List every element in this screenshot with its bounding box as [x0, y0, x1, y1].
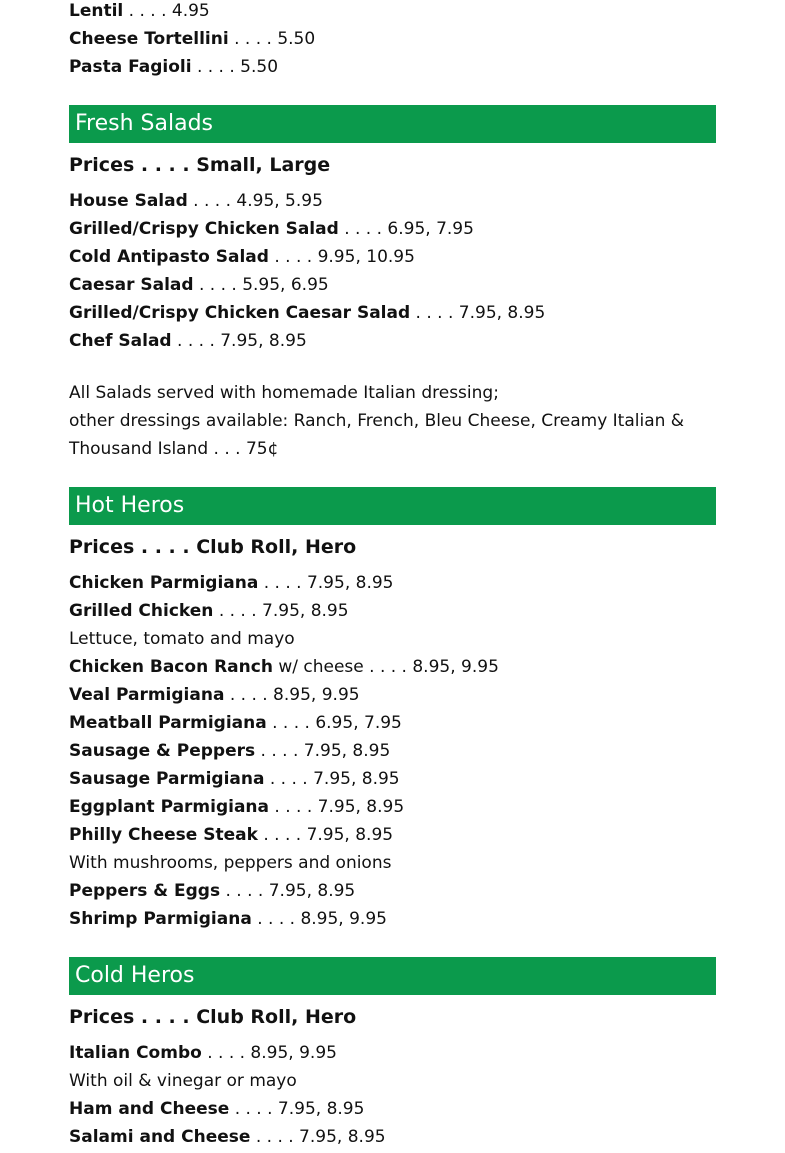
item-name: Sausage Parmigiana	[69, 769, 265, 789]
item-price: . . . . 4.95, 5.95	[193, 191, 323, 211]
note-line: other dressings available: Ranch, French, Bleu Cheese, Creamy Italian &	[69, 411, 685, 431]
item-name: Grilled Chicken	[69, 601, 214, 621]
item-price: . . . . 7.95, 8.95	[177, 331, 307, 351]
item-name: Shrimp Parmigiana	[69, 909, 252, 929]
menu-item	[69, 243, 716, 271]
item-name: Chef Salad	[69, 331, 172, 351]
section-header-cold-heros: Cold Heros	[69, 957, 716, 995]
menu-item	[69, 569, 716, 597]
item-name: Eggplant Parmigiana	[69, 797, 270, 817]
item-price: . . . . 7.95, 8.95	[225, 881, 356, 901]
item-price: . . . . 7.95, 8.95	[234, 1099, 365, 1119]
item-price: . . . . 7.95, 8.95	[274, 797, 405, 817]
menu-item	[69, 681, 716, 709]
item-name: Chicken Bacon Ranch	[69, 657, 273, 677]
item-description: With mushrooms, peppers and onions	[69, 853, 392, 873]
menu-item	[69, 215, 716, 243]
item-price: . . . . 7.95, 8.95	[218, 601, 349, 621]
item-description: Lettuce, tomato and mayo	[69, 629, 295, 649]
item-price: . . . . 9.95, 10.95	[274, 247, 415, 267]
item-name: Cold Antipasto Salad	[69, 247, 269, 267]
menu-item	[69, 25, 716, 53]
menu-item	[69, 187, 716, 215]
menu-item	[69, 821, 716, 849]
item-price: . . . . 7.95, 8.95	[255, 1127, 386, 1147]
item-name: Meatball Parmigiana	[69, 713, 267, 733]
item-price: . . . . 5.50	[196, 57, 279, 77]
menu-item	[69, 271, 716, 299]
item-price: . . . . 5.95, 6.95	[198, 275, 329, 295]
item-price: . . . . 7.95, 8.95	[260, 741, 391, 761]
item-name: Grilled/Crispy Chicken Caesar Salad	[69, 303, 411, 323]
menu-item	[69, 1095, 716, 1123]
menu-item	[69, 327, 716, 355]
item-name: Veal Parmigiana	[69, 685, 225, 705]
item-name: Ham and Cheese	[69, 1099, 230, 1119]
menu-item	[69, 1123, 716, 1151]
item-name: Grilled/Crispy Chicken Salad	[69, 219, 339, 239]
prices-legend: Prices . . . . Club Roll, Hero	[69, 1006, 357, 1028]
menu-content	[69, 0, 716, 1151]
item-name: Caesar Salad	[69, 275, 194, 295]
item-price: . . . . 8.95, 9.95	[229, 685, 360, 705]
menu-item	[69, 1039, 716, 1067]
item-price: . . . . 7.95, 8.95	[269, 769, 400, 789]
menu-item	[69, 653, 716, 681]
menu-item	[69, 53, 716, 81]
item-name: Cheese Tortellini	[69, 29, 229, 49]
menu-item	[69, 793, 716, 821]
item-name: House Salad	[69, 191, 188, 211]
menu-item	[69, 299, 716, 327]
menu-item	[69, 877, 716, 905]
item-name: Philly Cheese Steak	[69, 825, 258, 845]
item-name: Peppers & Eggs	[69, 881, 221, 901]
menu-item	[69, 737, 716, 765]
item-name: Italian Combo	[69, 1043, 202, 1063]
item-name: Salami and Cheese	[69, 1127, 251, 1147]
prices-legend: Prices . . . . Club Roll, Hero	[69, 536, 357, 558]
salad-dressing-note	[69, 379, 716, 463]
section-header-hot-heros: Hot Heros	[69, 487, 716, 525]
item-price: . . . . 6.95, 7.95	[344, 219, 474, 239]
item-description: With oil & vinegar or mayo	[69, 1071, 297, 1091]
note-line: All Salads served with homemade Italian dressing;	[69, 383, 499, 403]
item-price: . . . . 8.95, 9.95	[207, 1043, 337, 1063]
menu-item	[69, 765, 716, 793]
menu-item	[69, 597, 716, 625]
item-price: . . . . 6.95, 7.95	[272, 713, 402, 733]
item-price: . . . . 5.50	[234, 29, 316, 49]
item-price: . . . . 7.95, 8.95	[415, 303, 546, 323]
item-price: . . . . 7.95, 8.95	[263, 573, 394, 593]
item-name: Lentil	[69, 1, 124, 21]
item-name: Chicken Parmigiana	[69, 573, 259, 593]
item-price: . . . . 7.95, 8.95	[263, 825, 394, 845]
item-price: . . . . 8.95, 9.95	[257, 909, 387, 929]
menu-item	[69, 709, 716, 737]
menu-item	[69, 905, 716, 933]
item-name: Sausage & Peppers	[69, 741, 256, 761]
item-price: w/ cheese . . . . 8.95, 9.95	[278, 657, 499, 677]
item-name: Pasta Fagioli	[69, 57, 192, 77]
section-header-fresh-salads: Fresh Salads	[69, 105, 716, 143]
prices-legend: Prices . . . . Small, Large	[69, 154, 331, 176]
menu-item	[69, 0, 716, 25]
item-price: . . . . 4.95	[128, 1, 210, 21]
note-line: Thousand Island . . . 75¢	[69, 439, 279, 459]
